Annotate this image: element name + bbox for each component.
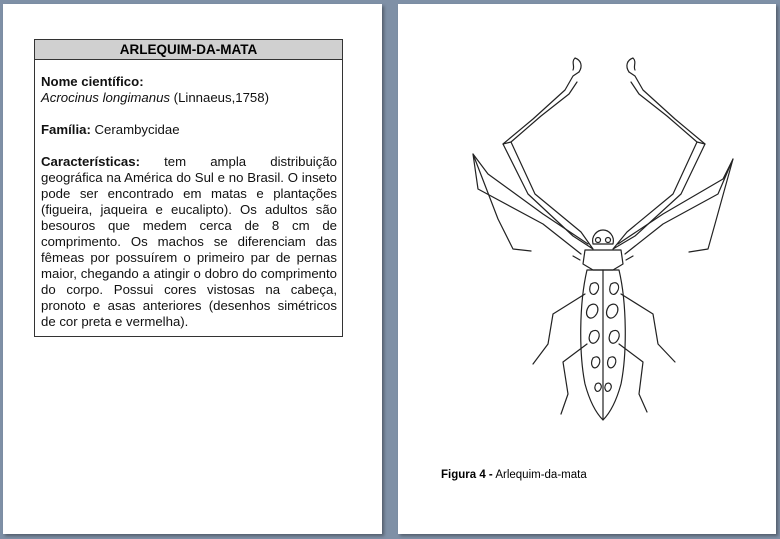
- scientific-name-label: Nome científico:: [41, 74, 144, 89]
- characteristics-block: [41, 154, 337, 330]
- scientific-author: (Linnaeus,1758): [170, 90, 269, 105]
- family-block: [41, 122, 337, 138]
- caption-text: Arlequim-da-mata: [492, 469, 587, 481]
- caption-label: Figura 4 -: [441, 469, 493, 481]
- species-info-card: [34, 39, 343, 337]
- card-body: [35, 60, 342, 336]
- card-title: ARLEQUIM-DA-MATA: [35, 40, 342, 60]
- family-label: Família:: [41, 122, 91, 137]
- characteristics-text: tem ampla distribuição geográfica na América do Sul e no Brasil. O inseto pode ser encontrado em matas e plantações (figueira, jaqueira e eucalipto). Os adultos são besouros que medem cerca de 8 cm de comprimento. Os machos se diferenciam das fêmeas por possuírem o primeiro par de pernas maior, chegando a atingir o dobro do comprimento do corpo. Possui cores vistosas na cabeça, pronoto e asas anteriores (desenhos simétricos de cor preta e vermelha).: [41, 154, 337, 329]
- scientific-name-block: [41, 74, 337, 106]
- family-value: Cerambycidae: [90, 122, 180, 137]
- beetle-illustration-icon: [453, 44, 753, 434]
- characteristics-label: Características:: [41, 154, 140, 169]
- document-page-right: [398, 4, 776, 534]
- figure-caption: [441, 469, 587, 481]
- scientific-name: Acrocinus longimanus: [41, 90, 171, 105]
- document-page-left: [3, 4, 382, 534]
